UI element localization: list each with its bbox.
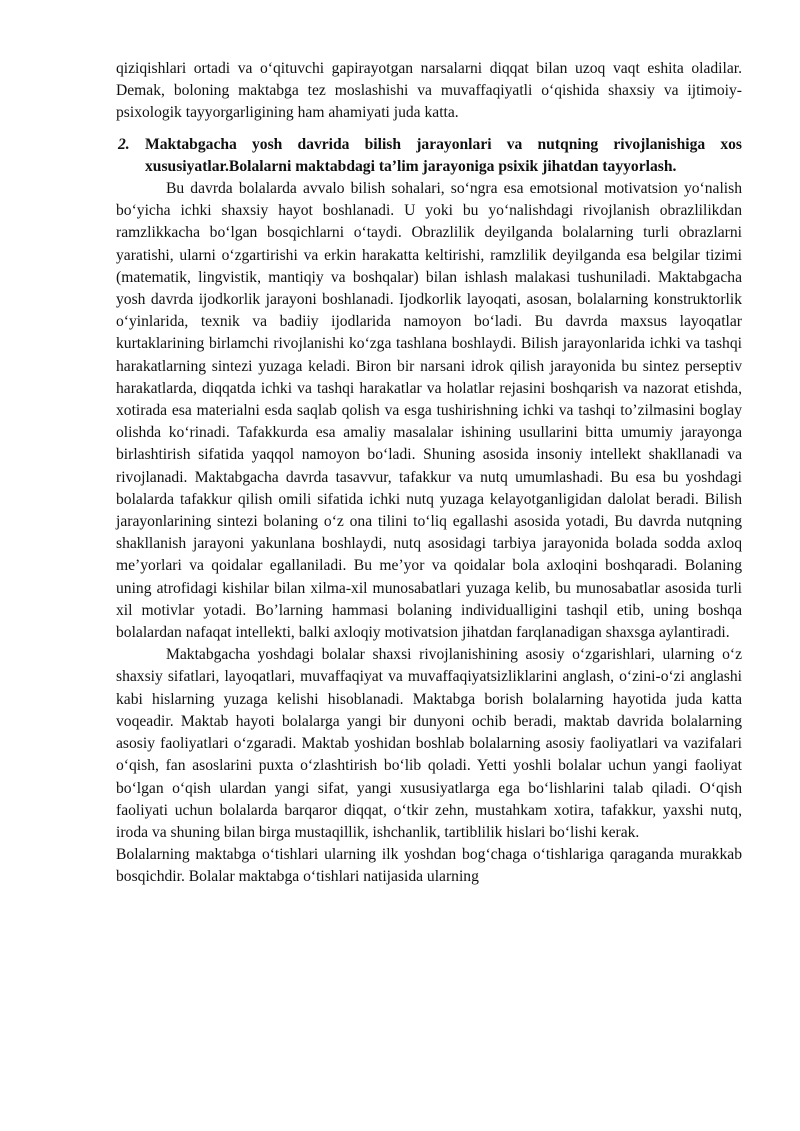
paragraph-intro: qiziqishlari ortadi va o‘qituvchi gapirayotgan narsalarni diqqat bilan uzoq vaqt eshita oladilar. Demak, boloning maktabga tez moslashishi va muvaffaqiyatli o‘qishida shaxsiy va ijtimoiy-psixologik tayyorgarligining ham ahamiyati juda katta.: [116, 60, 742, 122]
paragraph-personality-development: Maktabgacha yoshdagi bolalar shaxsi rivojlanishining asosiy o‘zgarishlari, ularning o‘z shaxsiy sifatlari, layoqatlari, muvaffaqiyat va muvaffaqiyatsizliklarini anglash, o‘zini-o‘zi anglashi kabi hislarning yuzaga kelishi hisoblanadi. Maktabga borish bolalarning hayotida juda katta voqeadir. Maktab hayoti bolalarga yangi bir dunyoni ochib beradi, maktab davrida bolalarning asosiy faoliyatlari o‘zgaradi. Maktab yoshidan boshlab bolalarning asosiy faoliyatlari va vazifalari o‘qish, fan asoslarini puxta o‘zlashtirish bo‘lib qoladi. Yetti yoshli bolalar uchun yangi faoliyat bo‘lgan o‘qish ulardan yangi sifat, yangi xususiyatlarga ega bo‘lishlarini talab qiladi. O‘qish faoliyati uchun bolalarda barqaror diqqat, o‘tkir zehn, mustahkam xotira, tafakkur, yaxshi nutq, iroda va shuning bilan birga mustaqillik, ishchanlik, tartiblilik hislari bo‘lishi kerak.: [116, 646, 742, 841]
paragraph-cognitive-development: Bu davrda bolalarda avvalo bilish sohalari, so‘ngra esa emotsional motivatsion yo‘nalish bo‘yicha ichki shaxsiy hayot boshlanadi. U yoki bu yo‘nalishdagi rivojlanish obrazlilikdan ramzlikkacha bo‘lgan bosqichlarni o‘taydi. Obrazlilik deyilganda bolalarning turli obrazlarni yaratishi, ularni o‘zgartirishi va erkin harakatta keltirishi, ramzlilik deyilganda esa belgilar tizimi (matematik, lingvistik, mantiqiy va boshqalar) bilan ishlash malakasi tushuniladi. Maktabgacha yosh davrda ijodkorlik jarayoni boshlanadi. Ijodkorlik layoqati, asosan, bolalarning konstruktorlik o‘yinlarida, texnik va badiiy ijodlarida namoyon bo‘ladi. Bu davrda maxsus layoqatlar kurtaklarining birlamchi rivojlanishi ko‘zga tashlana boshlaydi. Bilish jarayonlarida ichki va tashqi harakatlarning sintezi yuzaga keladi. Biron bir narsani idrok qilish jarayonida bu sintez perseptiv harakatlarda, diqqatda ichki va tashqi harakatlar va holatlar rejasini boshqarish va nazorat etishda, xotirada esa materialni esda saqlab qolish va esga tushirishning ichki va tashqi to’zilmasini boglay olishda ko‘rinadi. Tafakkurda esa amaliy masalalar ishining usullarini bitta umumiy jarayonga birlashtirish sifatida yaqqol namoyon bo‘ladi. Shuning asosida insoniy intellekt shakllanadi va rivojlanadi. Maktabgacha davrda tasavvur, tafakkur va nutq umumlashadi. Bu esa bu yoshdagi bolalarda tafakkur qilish omili sifatida ichki nutq yuzaga kelayotganligidan dalolat beradi. Bilish jarayonlarining sintezi bolaning o‘z ona tilini to‘liq egallashi asosida yotadi, Bu davrda nutqning shakllanish jarayoni yakunlana boshlaydi, nutq asosidagi tarbiya jarayonida bolada sodda axloq me’yorlari va qoidalar egallaniladi. Bu me’yor va qoidalar bola axloqini boshqaradi. Bolaning uning atrofidagi kishilar bilan xilma-xil munosabatlari yuzaga kelib, bu munosabatlar asosida turli xil motivlar yotadi. Bo’larning hammasi bolaning individualligini tashqil etib, uning boshqa bolalardan nafaqat intellekti, balki axloqiy motivatsion jihatdan farqlanadigan shaxsga aylantiradi.: [116, 180, 742, 642]
section-title: Maktabgacha yosh davrida bilish jarayonlari va nutqning rivojlanishiga xos xususiyatlar.Bolalarni maktabdagi ta’lim jarayoniga psixik jihatdan tayyorlash.: [145, 135, 742, 175]
page-content: [116, 58, 742, 889]
section-number: 2.: [118, 135, 130, 153]
paragraph-school-transition: Bolalarning maktabga o‘tishlari ularning ilk yoshdan bog‘chaga o‘tishlariga qaraganda murakkab bosqichdir. Bolalar maktabga o‘tishlari natijasida ularning: [116, 846, 742, 886]
section-heading: [116, 134, 742, 178]
